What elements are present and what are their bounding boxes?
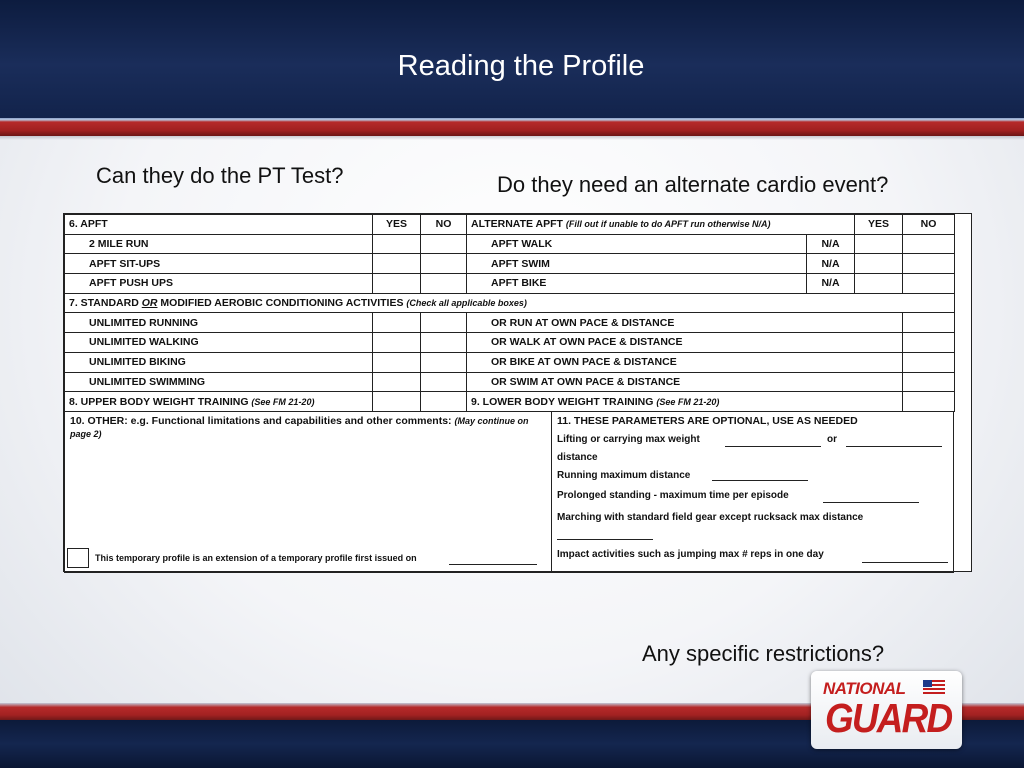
param-lifting: Lifting or carrying max weight — [557, 433, 700, 445]
param-standing: Prolonged standing - maximum time per episode — [557, 489, 789, 501]
national-guard-logo — [811, 671, 962, 749]
upper-body-label: 8. UPPER BODY WEIGHT TRAINING (See FM 21-20) — [65, 392, 373, 412]
question-pt-test: Can they do the PT Test? — [96, 163, 344, 188]
aerobic-right-item: OR SWIM AT OWN PACE & DISTANCE — [467, 372, 903, 392]
alt-item-value: N/A — [807, 274, 855, 294]
aerobic-header: 7. STANDARD OR MODIFIED AEROBIC CONDITIONING ACTIVITIES (Check all applicable boxes) — [65, 293, 955, 313]
alt-item: APFT BIKE — [467, 274, 807, 294]
checkbox-cell — [855, 274, 903, 294]
extension-text: This temporary profile is an extension of a temporary profile first issued on — [95, 552, 417, 563]
parameters-box — [552, 412, 953, 571]
checkbox-cell — [421, 274, 467, 294]
apft-item: 2 MILE RUN — [65, 234, 373, 254]
param-running: Running maximum distance — [557, 469, 691, 481]
lower-body-label: 9. LOWER BODY WEIGHT TRAINING (See FM 21-20) — [467, 392, 903, 412]
question-restrictions: Any specific restrictions? — [642, 641, 885, 666]
checkbox-cell — [421, 352, 467, 372]
param-impact: Impact activities such as jumping max # reps in one day — [557, 548, 824, 560]
checkbox-cell — [373, 274, 421, 294]
param-distance: distance — [557, 451, 598, 463]
extension-checkbox — [67, 548, 89, 568]
alt-item-value: N/A — [807, 254, 855, 274]
checkbox-cell — [903, 234, 955, 254]
slide-header — [0, 0, 1024, 118]
param-or: or — [827, 433, 837, 445]
checkbox-cell — [421, 254, 467, 274]
checkbox-cell — [421, 313, 467, 333]
checkbox-cell — [903, 313, 955, 333]
flag-icon — [923, 680, 945, 694]
checkbox-cell — [373, 333, 421, 353]
aerobic-right-item: OR RUN AT OWN PACE & DISTANCE — [467, 313, 903, 333]
logo-line1: NATIONAL — [823, 679, 906, 698]
checkbox-cell — [373, 254, 421, 274]
apft-yes-header: YES — [373, 215, 421, 235]
checkbox-cell — [855, 254, 903, 274]
aerobic-left-item: UNLIMITED RUNNING — [65, 313, 373, 333]
checkbox-cell — [903, 372, 955, 392]
slide-title: Reading the Profile — [397, 50, 645, 82]
alt-no-header: NO — [903, 215, 955, 235]
checkbox-cell — [373, 392, 421, 412]
checkbox-cell — [903, 274, 955, 294]
other-note: (May continue on page 2) — [70, 415, 529, 439]
other-label: 10. OTHER: e.g. Functional limitations and capabilities and other comments: — [70, 414, 452, 427]
checkbox-cell — [903, 254, 955, 274]
apft-no-header: NO — [421, 215, 467, 235]
checkbox-cell — [421, 234, 467, 254]
extension-date-line — [449, 564, 537, 565]
aerobic-right-item: OR BIKE AT OWN PACE & DISTANCE — [467, 352, 903, 372]
checkbox-cell — [855, 234, 903, 254]
checkbox-cell — [373, 372, 421, 392]
param-marching: Marching with standard field gear except rucksack max distance — [557, 511, 864, 523]
aerobic-left-item: UNLIMITED WALKING — [65, 333, 373, 353]
apft-header: 6. APFT — [65, 215, 373, 235]
checkbox-cell — [903, 352, 955, 372]
checkbox-cell — [903, 392, 955, 412]
checkbox-cell — [421, 333, 467, 353]
question-cardio: Do they need an alternate cardio event? — [497, 172, 889, 197]
header-stripe — [0, 118, 1024, 136]
apft-item: APFT SIT-UPS — [65, 254, 373, 274]
other-comments-box — [65, 412, 552, 571]
alternate-apft-header: ALTERNATE APFT (Fill out if unable to do APFT run otherwise N/A) — [467, 215, 855, 235]
checkbox-cell — [421, 392, 467, 412]
alt-item-value: N/A — [807, 234, 855, 254]
checkbox-cell — [373, 234, 421, 254]
checkbox-cell — [373, 352, 421, 372]
alt-item: APFT SWIM — [467, 254, 807, 274]
checkbox-cell — [903, 333, 955, 353]
aerobic-left-item: UNLIMITED BIKING — [65, 352, 373, 372]
logo-line2: GUARD — [825, 695, 952, 741]
apft-item: APFT PUSH UPS — [65, 274, 373, 294]
alt-yes-header: YES — [855, 215, 903, 235]
checkbox-cell — [421, 372, 467, 392]
form-table — [64, 214, 955, 412]
checkbox-cell — [373, 313, 421, 333]
parameters-label: 11. THESE PARAMETERS ARE OPTIONAL, USE AS NEEDED — [557, 414, 858, 427]
form-bottom-area — [64, 412, 954, 573]
alt-item: APFT WALK — [467, 234, 807, 254]
aerobic-right-item: OR WALK AT OWN PACE & DISTANCE — [467, 333, 903, 353]
profile-form-image — [63, 213, 972, 572]
aerobic-left-item: UNLIMITED SWIMMING — [65, 372, 373, 392]
